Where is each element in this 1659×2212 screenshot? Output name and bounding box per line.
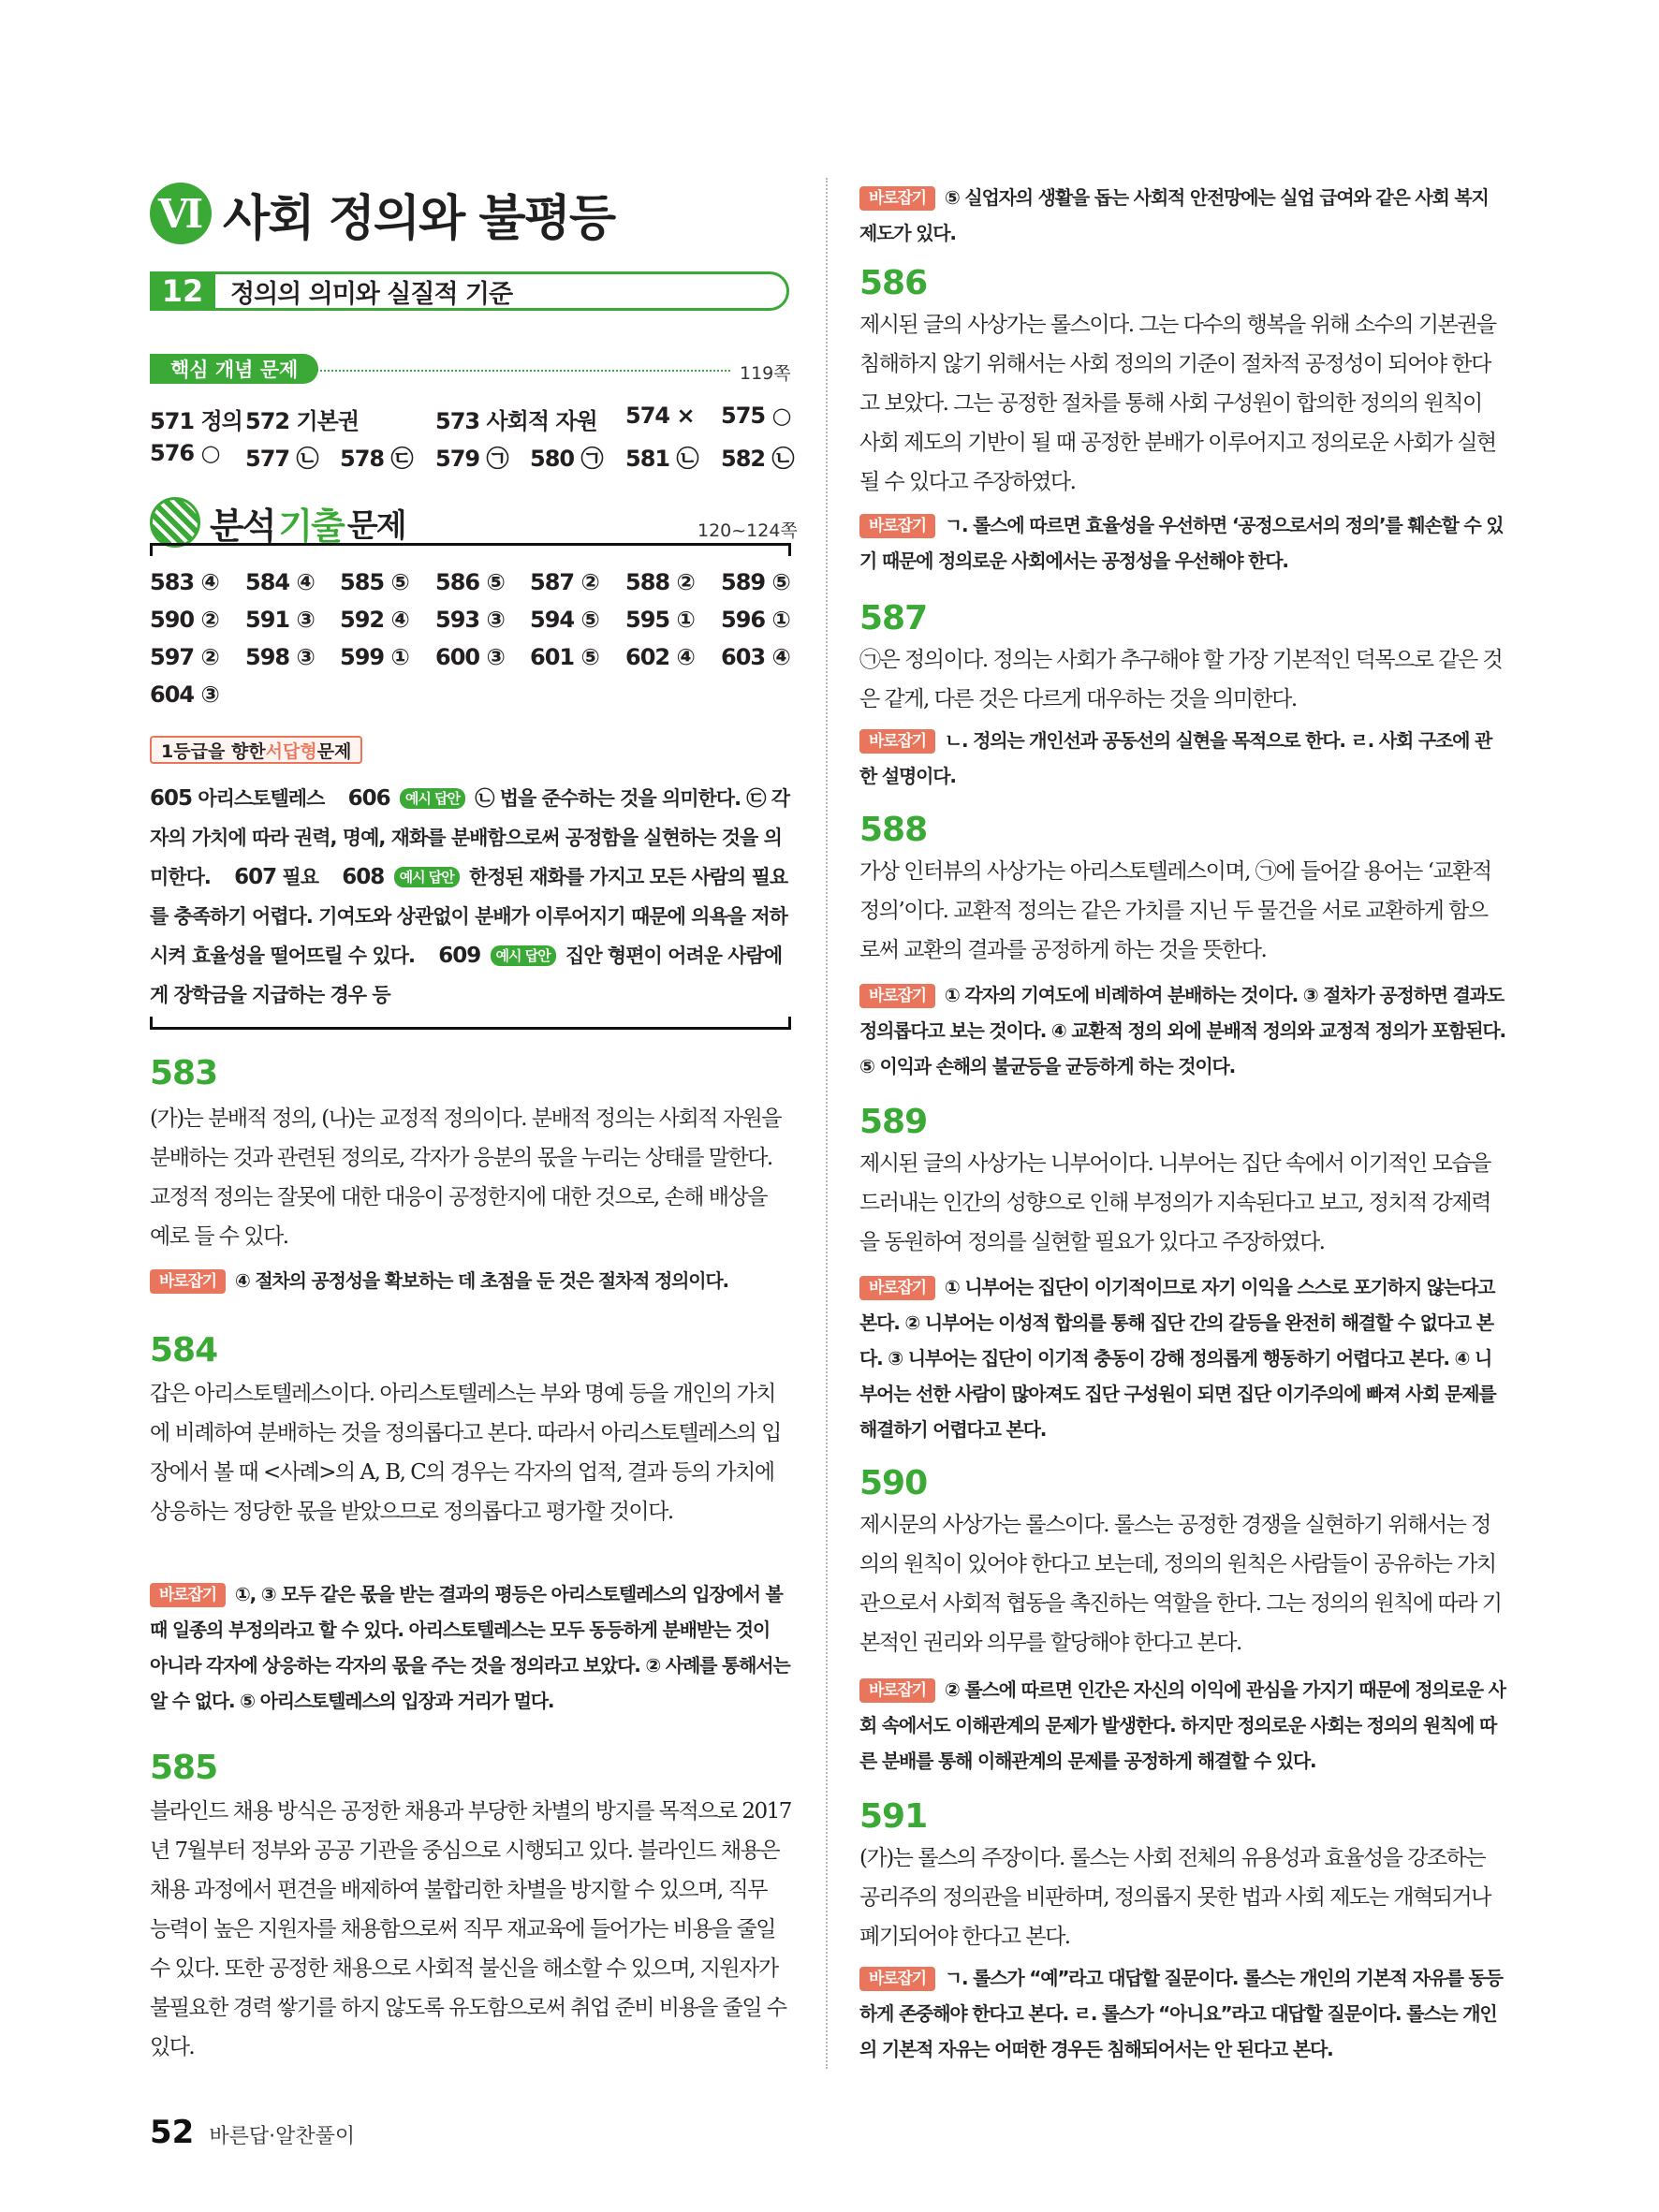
- q-number: 606: [347, 786, 390, 811]
- answer-item: 573 사회적 자원: [435, 408, 597, 434]
- answer-item: 574 ×: [625, 403, 695, 429]
- analysis-title-2: 기출: [278, 505, 344, 547]
- correction-note: [150, 1263, 791, 1298]
- subjective-label-highlight: 서답형: [265, 740, 317, 762]
- answer-item: 582 ㉡: [721, 446, 794, 472]
- correction-tag: 바로잡기: [859, 984, 935, 1008]
- answer-item: 604 ③: [150, 681, 219, 708]
- answer-item: 588 ②: [625, 569, 695, 595]
- q-number: 608: [342, 865, 385, 889]
- q-number: 609: [438, 944, 481, 968]
- analysis-icon: [150, 497, 200, 548]
- explanation-body: 제시문의 사상가는 롤스이다. 롤스는 공정한 경쟁을 실현하기 위해서는 정의의 원칙이 있어야 한다고 보는데, 정의의 원칙은 사람들이 공유하는 가치관으로서 사회적 협동을 촉진하는 역할을 한다. 그는 정의의 원칙에 따라 기본적인 권리와 의무를 할당해야 한다고 본다.: [859, 1513, 1502, 1655]
- answer-item: 587 ②: [530, 569, 599, 595]
- answer-item: 603 ④: [721, 644, 790, 670]
- answer-item: 593 ③: [435, 607, 505, 633]
- explanation-body: 제시된 글의 사상가는 니부어이다. 니부어는 집단 속에서 이기적인 모습을 드러내는 인간의 성향으로 인해 부정의가 지속된다고 보고, 정치적 강제력을 동원하여 정의를 실현할 필요가 있다고 주장하였다.: [859, 1151, 1490, 1254]
- correction-tag: 바로잡기: [859, 514, 935, 538]
- correction-text: ① 니부어는 집단이 이기적이므로 자기 이익을 스스로 포기하지 않는다고 본다. ② 니부어는 이성적 합의를 통해 집단 간의 갈등을 완전히 해결할 수 없다고 본다. ③ 니부어는 집단이 이기적 충동이 강해 정의롭게 행동하기 어렵다고 본다. ④ 니부어는 선한 사람이 많아져도 집단 구성원이 되면 집단 이기주의에 빠져 사회 문제를 해결하기 어렵다고 본다.: [859, 1276, 1496, 1441]
- subjective-label: [150, 736, 362, 764]
- answer-item: 589 ⑤: [721, 569, 790, 595]
- answer-item: 602 ④: [625, 644, 695, 670]
- correction-note: [859, 1960, 1505, 2067]
- correction-tag: 바로잡기: [859, 1276, 935, 1300]
- question-number: 591: [859, 1797, 928, 1836]
- analysis-bracket-bottom: [150, 1017, 791, 1030]
- answer-item: 571 정의: [150, 408, 242, 434]
- answer-item: 572 기본권: [245, 408, 360, 434]
- explanation-body: (가)는 분배적 정의, (나)는 교정적 정의이다. 분배적 정의는 사회적 자원을 분배하는 것과 관련된 정의로, 각자가 응분의 몫을 누리는 상태를 말한다. 교정적 정의는 잘못에 대한 대응이 공정한지에 대한 것으로, 손해 배상을 예로 들 수 있다.: [150, 1106, 781, 1249]
- answer-text: 필요: [282, 866, 318, 888]
- analysis-page-ref: 120~124쪽: [697, 520, 798, 541]
- answer-item: 583 ④: [150, 569, 219, 595]
- core-section-label: 핵심 개념 문제: [150, 354, 318, 384]
- analysis-title-1: 분석: [210, 505, 275, 547]
- answer-item: 575 ○: [721, 403, 791, 429]
- answer-item: 598 ③: [245, 644, 315, 670]
- explanation-body: 블라인드 채용 방식은 공정한 채용과 부당한 차별의 방지를 목적으로 2017년 7월부터 정부와 공공 기관을 중심으로 시행되고 있다. 블라인드 채용은 채용 과정에서 편견을 배제하여 불합리한 차별을 방지할 수 있으며, 직무 능력이 높은 지원자를 채용함으로써 직무 재교육에 들어가는 비용을 줄일 수 있다. 또한 공정한 채용으로 사회적 불신을 해소할 수 있으며, 지원자가 불필요한 경력 쌓기를 하지 않도록 유도함으로써 취업 준비 비용을 줄일 수 있다.: [150, 1799, 791, 2059]
- subjective-label-mid: 을 향한: [207, 740, 266, 762]
- answer-item: 578 ㉢: [340, 446, 413, 472]
- example-answer-tag: 예시 답안: [394, 867, 460, 887]
- answer-row: [150, 569, 791, 607]
- answer-item: 576 ○: [150, 440, 220, 466]
- correction-text: ① 각자의 기여도에 비례하여 분배하는 것이다. ③ 절차가 공정하면 결과도 정의롭다고 보는 것이다. ④ 교환적 정의 외에 분배적 정의와 교정적 정의가 포함된다. ⑤ 이익과 손해의 불균등을 균등하게 하는 것이다.: [859, 984, 1505, 1077]
- q-number: 607: [234, 865, 277, 889]
- analysis-header: [150, 496, 405, 549]
- question-number: 587: [859, 599, 928, 637]
- analysis-bracket-top: [150, 543, 791, 556]
- answer-row: [150, 644, 791, 681]
- example-answer-tag: 예시 답안: [400, 788, 465, 809]
- answer-row: [150, 440, 794, 477]
- answer-row: [150, 681, 791, 719]
- answer-item: 597 ②: [150, 644, 219, 670]
- answer-item: 591 ③: [245, 607, 315, 633]
- correction-tag: 바로잡기: [859, 1967, 935, 1991]
- core-answer-grid: [150, 403, 794, 477]
- answer-row: [150, 403, 791, 440]
- core-dotline: [298, 370, 730, 372]
- answer-text: 집안 형편이 어려운 사람에게 장학금을 지급하는 경우 등: [150, 945, 783, 1006]
- question-number: 583: [150, 1054, 218, 1092]
- answer-row: [150, 607, 791, 644]
- answer-item: 592 ④: [340, 607, 409, 633]
- correction-note: [859, 723, 1505, 794]
- topic-title: 정의의 의미와 실질적 기준: [230, 279, 513, 309]
- correction-note: [859, 1672, 1505, 1779]
- topic-bar: [150, 271, 789, 311]
- answer-item: 599 ①: [340, 644, 409, 670]
- answer-item: 601 ⑤: [530, 644, 599, 670]
- example-answer-tag: 예시 답안: [491, 945, 556, 966]
- answer-text: 한정된 재화를 가지고 모든 사람의 필요를 충족하기 어렵다. 기여도와 상관없이 분배가 이루어지기 때문에 의욕을 저하시켜 효율성을 떨어뜨릴 수 있다.: [150, 866, 788, 967]
- question-number: 588: [859, 811, 928, 849]
- correction-text: ⑤ 실업자의 생활을 돕는 사회적 안전망에는 실업 급여와 같은 사회 복지 제도가 있다.: [859, 186, 1489, 244]
- analysis-answer-grid: [150, 569, 791, 719]
- question-number: 585: [150, 1749, 218, 1787]
- correction-tag: 바로잡기: [150, 1583, 226, 1607]
- answer-item: 585 ⑤: [340, 569, 409, 595]
- correction-tag: 바로잡기: [859, 729, 935, 754]
- answer-item: 577 ㉡: [245, 446, 318, 472]
- correction-note: [150, 1576, 791, 1719]
- correction-note: [859, 507, 1505, 579]
- answer-item: 580 ㉠: [530, 446, 603, 472]
- core-page-ref: 119쪽: [740, 363, 791, 384]
- q-number: 605: [150, 786, 193, 811]
- correction-note: [859, 977, 1505, 1084]
- answer-item: 586 ⑤: [435, 569, 505, 595]
- correction-text: ㄱ. 롤스가 “예”라고 대답할 질문이다. 롤스는 개인의 기본적 자유를 동등하게 존중해야 한다고 본다. ㄹ. 롤스가 “아니요”라고 대답할 질문이다. 롤스는 개인의 기본적 자유는 어떠한 경우든 침해되어서는 안 된다고 본다.: [859, 1967, 1503, 2060]
- explanation-body: 가상 인터뷰의 사상가는 아리스토텔레스이며, ㉠에 들어갈 용어는 ‘교환적 정의’이다. 교환적 정의는 같은 가치를 지닌 두 물건을 서로 교환하게 함으로써 교환의 결과를 공정하게 하는 것을 뜻한다.: [859, 859, 1491, 962]
- answer-item: 600 ③: [435, 644, 505, 670]
- answer-item: 595 ①: [625, 607, 695, 633]
- answer-item: 581 ㉡: [625, 446, 698, 472]
- correction-text: ①, ③ 모두 같은 몫을 받는 결과의 평등은 아리스토텔레스의 입장에서 볼 때 일종의 부정의라고 할 수 있다. 아리스토텔레스는 모두 동등하게 분배받는 것이 아니라 각자에 상응하는 각자의 몫을 주는 것을 정의라고 보았다. ② 사례를 통해서는 알 수 없다. ⑤ 아리스토텔레스의 입장과 거리가 멀다.: [150, 1583, 790, 1712]
- correction-text: ㄴ. 정의는 개인선과 공동선의 실현을 목적으로 한다. ㄹ. 사회 구조에 관한 설명이다.: [859, 729, 1492, 787]
- topic-number: 12: [150, 271, 215, 311]
- question-number: 586: [859, 264, 928, 302]
- column-divider: [826, 178, 828, 2069]
- chapter-badge: Ⅵ: [150, 183, 212, 244]
- subjective-answers: [150, 779, 791, 1015]
- page-number: 52: [150, 2114, 195, 2151]
- answer-item: 584 ④: [245, 569, 315, 595]
- subjective-label-pre: 1등급: [161, 740, 208, 762]
- answer-item: 596 ①: [721, 607, 790, 633]
- analysis-title-3: 문제: [346, 506, 405, 545]
- answer-item: 579 ㉠: [435, 446, 508, 472]
- answer-item: 594 ⑤: [530, 607, 599, 633]
- subjective-label-post: 문제: [316, 740, 352, 762]
- answer-item: 590 ②: [150, 607, 219, 633]
- book-label: 바른답·알찬풀이: [209, 2125, 356, 2148]
- chapter-header: [150, 180, 614, 247]
- correction-text: ㄱ. 롤스에 따르면 효율성을 우선하면 ‘공정으로서의 정의’를 훼손할 수 있기 때문에 정의로운 사회에서는 공정성을 우선해야 한다.: [859, 514, 1504, 572]
- correction-tag: 바로잡기: [859, 1678, 935, 1703]
- explanation-body: 제시된 글의 사상가는 롤스이다. 그는 다수의 행복을 위해 소수의 기본권을 침해하지 않기 위해서는 사회 정의의 기준이 절차적 공정성이 되어야 한다고 보았다. 그는 공정한 절차를 통해 사회 구성원이 합의한 정의의 원칙이 사회 제도의 기반이 될 때 공정한 분배가 이루어지고 정의로운 사회가 실현될 수 있다고 주장하였다.: [859, 313, 1496, 494]
- question-number: 590: [859, 1464, 928, 1502]
- answer-text: ㉡ 법을 준수하는 것을 의미한다. ㉢ 각자의 가치에 따라 권력, 명예, 재화를 분배함으로써 공정함을 실현하는 것을 의미한다.: [150, 787, 789, 888]
- page-footer: [150, 2114, 355, 2151]
- correction-note: [859, 1269, 1505, 1447]
- explanation-body: (가)는 롤스의 주장이다. 롤스는 사회 전체의 유용성과 효율성을 강조하는 공리주의 정의관을 비판하며, 정의롭지 못한 법과 사회 제도는 개혁되거나 폐기되어야 한다고 본다.: [859, 1846, 1490, 1949]
- question-number: 584: [150, 1331, 218, 1370]
- explanation-body: 갑은 아리스토텔레스이다. 아리스토텔레스는 부와 명예 등을 개인의 가치에 비례하여 분배하는 것을 정의롭다고 본다. 따라서 아리스토텔레스의 입장에서 볼 때 <사례>의 A, B, C의 경우는 각자의 업적, 결과 등의 가치에 상응하는 정당한 몫을 받았으므로 정의롭다고 평가할 것이다.: [150, 1382, 781, 1524]
- correction-tag: 바로잡기: [859, 186, 935, 211]
- correction-text: ④ 절차의 공정성을 확보하는 데 초점을 둔 것은 절차적 정의이다.: [234, 1269, 728, 1292]
- correction-tag: 바로잡기: [150, 1269, 226, 1294]
- correction-text: ② 롤스에 따르면 인간은 자신의 이익에 관심을 가지기 때문에 정의로운 사회 속에서도 이해관계의 문제가 발생한다. 하지만 정의로운 사회는 정의의 원칙에 따른 분배를 통해 이해관계의 문제를 공정하게 해결할 수 있다.: [859, 1678, 1505, 1772]
- correction-note: [859, 180, 1505, 251]
- question-number: 589: [859, 1103, 928, 1141]
- explanation-body: ㉠은 정의이다. 정의는 사회가 추구해야 할 가장 기본적인 덕목으로 같은 것은 같게, 다른 것은 다르게 대우하는 것을 의미한다.: [859, 648, 1503, 711]
- chapter-title: 사회 정의와 불평등: [223, 190, 615, 247]
- answer-text: 아리스토텔레스: [198, 787, 325, 810]
